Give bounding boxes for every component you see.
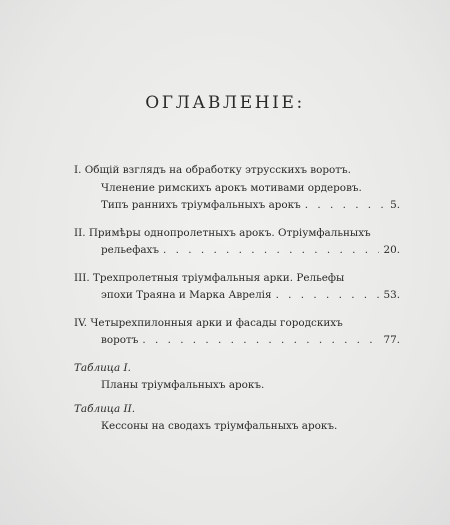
toc-entry-line: II. Примѣры однопролетныхъ арокъ. Отріумфальныхъ (74, 226, 371, 239)
dot-leader (276, 287, 380, 305)
plate-entry-1 (74, 360, 400, 395)
toc-entry-line: рельефахъ (101, 244, 160, 256)
toc-entry-1 (74, 162, 400, 215)
toc-entry-2 (74, 225, 400, 260)
toc-entry-line: III. Трехпролетныя тріумфальныя арки. Рельефы (74, 271, 345, 284)
plate-description: Планы тріумфальныхъ арокъ. (101, 379, 265, 391)
page-title: ОГЛАВЛЕНІЕ: (145, 93, 305, 113)
toc-entry-line: IV. Четырехпилонныя арки и фасады городскихъ (74, 316, 343, 329)
table-of-contents (74, 162, 400, 442)
dot-leader (163, 242, 379, 260)
dot-leader (305, 197, 386, 215)
toc-entry-4 (74, 315, 400, 350)
plate-description: Кессоны на сводахъ тріумфальныхъ арокъ. (101, 420, 338, 432)
toc-entry-line: Членение римскихъ арокъ мотивами ордеровъ. (101, 181, 362, 194)
toc-entry-last-line (74, 242, 400, 260)
toc-entry-last-line (74, 287, 400, 305)
toc-entry-line: воротъ (101, 334, 139, 346)
plate-entry-2 (74, 401, 400, 436)
page-number: 5. (390, 199, 400, 211)
plate-label: Таблица I. (74, 361, 131, 374)
page-number: 77. (383, 334, 400, 346)
toc-entry-last-line (74, 332, 400, 350)
page-number: 53. (383, 289, 400, 301)
toc-entry-line: I. Общій взглядъ на обработку этрусскихъ воротъ. (74, 164, 351, 176)
toc-entry-last-line (74, 197, 400, 215)
page-number: 20. (383, 244, 400, 256)
plate-label: Таблица II. (74, 402, 136, 415)
dot-leader (142, 332, 379, 350)
toc-entry-line: эпохи Траяна и Марка Аврелія (101, 289, 272, 301)
toc-entry-3 (74, 270, 400, 305)
toc-entry-line: Типъ раннихъ тріумфальныхъ арокъ (101, 199, 301, 211)
